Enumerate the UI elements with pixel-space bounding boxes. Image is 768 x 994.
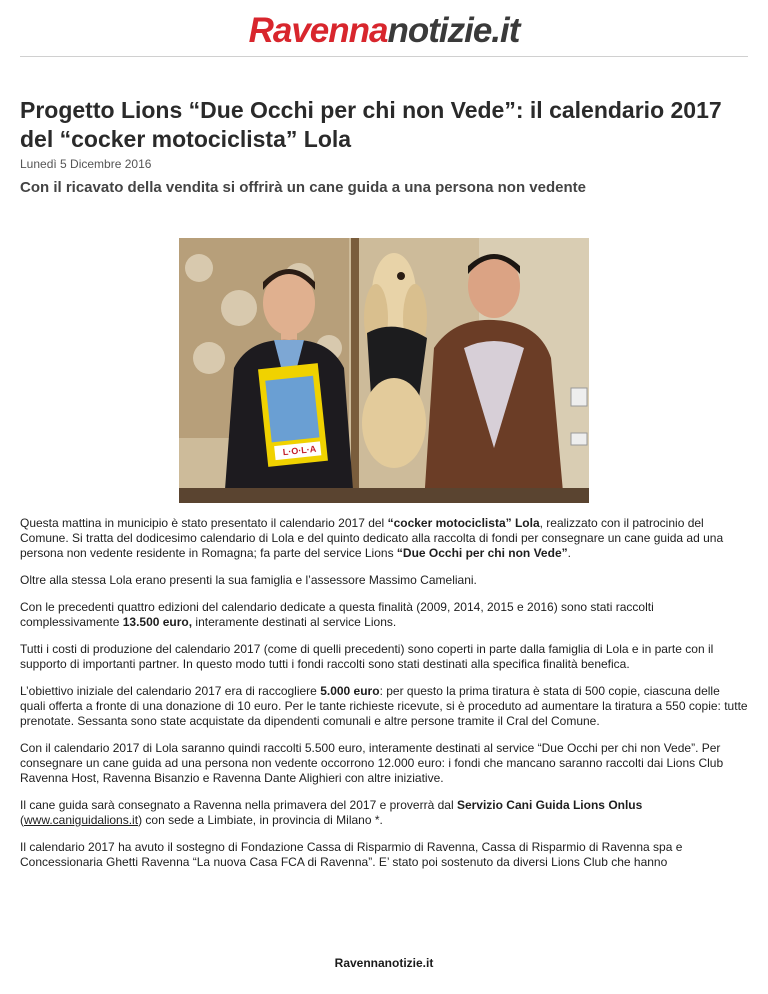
paragraph-previous-editions: Con le precedenti quattro edizioni del calendario dedicate a questa finalità (2009, 2014, 2015 e 2016) sono stati raccolti complessivamente 13.500 euro, interamente destinati al service Lions.	[20, 600, 654, 629]
paragraph-funds: Con il calendario 2017 di Lola saranno quindi raccolti 5.500 euro, interamente destinati al service “Due Occhi per chi non Vede”. Per consegnare un cane guida ad una persona non vedente occorrono 12.000 euro: i fondi che mancano saranno raccolti dai Lions Club Ravenna Host, Ravenna Bisanzio e Ravenna Dante Alighieri con altre iniziative.	[20, 741, 724, 785]
logo-part-ravenna: Ravenna	[248, 11, 388, 50]
article-date: Lunedì 5 Dicembre 2016	[20, 157, 152, 171]
paragraph-intro: Questa mattina in municipio è stato presentato il calendario 2017 del “cocker motociclista” Lola, realizzato con il patrocinio del Comune. Si tratta del dodicesimo calendario di Lola e del quinto dedicato alla raccolta di fondi per consegnare un cane guida ad una persona non vedente residente in Romagna; fa parte del service Lions “Due Occhi per chi non Vede”.	[20, 516, 724, 560]
article-title: Progetto Lions “Due Occhi per chi non Vede”: il calendario 2017 del “cocker motociclista” Lola	[20, 97, 722, 152]
paragraph-costs: Tutti i costi di produzione del calendario 2017 (come di quelli precedenti) sono coperti in parte dalla famiglia di Lola e in parte con il supporto di importanti partner. In questo modo tutti i fondi raccolti sono stati destinati alla specifica finalità benefica.	[20, 642, 714, 671]
paragraph-guide-dog: Il cane guida sarà consegnato a Ravenna nella primavera del 2017 e proverrà dal Servizio Cani Guida Lions Onlus (www.caniguidalions.it) con sede a Limbiate, in provincia di Milano *.	[20, 798, 643, 827]
article-photo	[179, 238, 589, 503]
site-header	[0, 0, 768, 58]
paragraph-attendees: Oltre alla stessa Lola erano presenti la sua famiglia e l’assessore Massimo Cameliani.	[20, 573, 477, 587]
header-divider	[20, 56, 748, 57]
paragraph-goal: L’obiettivo iniziale del calendario 2017 era di raccogliere 5.000 euro: per questo la prima tiratura è stata di 500 copie, ciascuna delle quali offerta a fronte di una donazione di 10 euro. Per le tante richieste ricevute, si è proceduto ad aumentare la tiratura a 550 copie: tutte prenotate. Sessanta sono state acquistate da dipendenti comunali e altre persone tramite il Cral del Comune.	[20, 684, 748, 728]
logo-part-notizie: notizie.it	[387, 11, 520, 50]
article-body	[20, 516, 748, 882]
page-footer-site-name: Ravennanotizie.it	[334, 956, 434, 970]
calendar-cover-text: L·O·L·A	[282, 443, 317, 458]
site-logo[interactable]	[0, 11, 768, 51]
article-subtitle: Con il ricavato della vendita si offrirà un cane guida a una persona non vedente	[20, 179, 586, 196]
paragraph-sponsors: Il calendario 2017 ha avuto il sostegno di Fondazione Cassa di Risparmio di Ravenna, Cassa di Risparmio di Ravenna spa e Concessionaria Ghetti Ravenna “La nuova Casa FCA di Ravenna”. E’ stato poi sostenuto da diversi Lions Club che hanno	[20, 840, 683, 869]
caniguidalions-link[interactable]: www.caniguidalions.it	[24, 813, 139, 827]
